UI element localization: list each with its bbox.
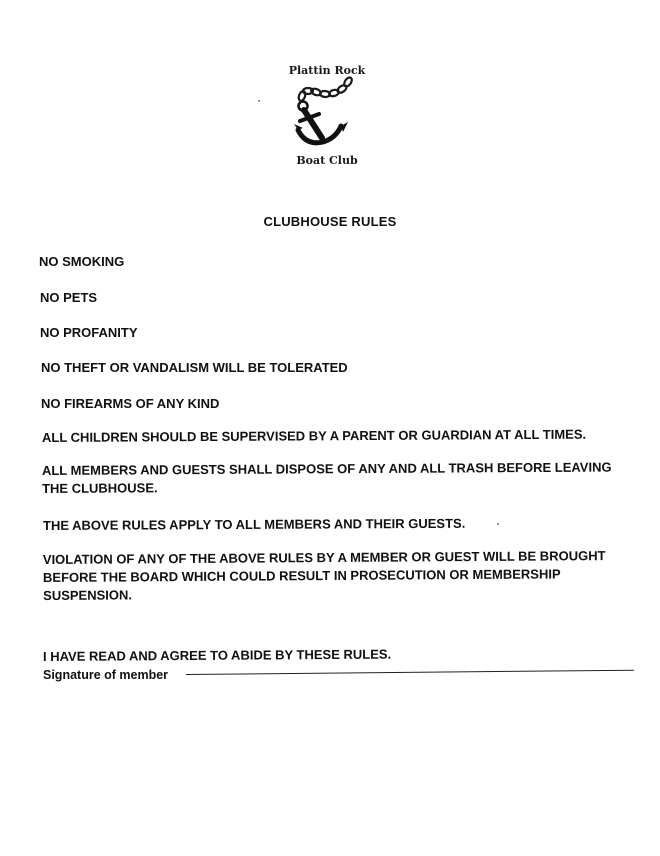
signature-line[interactable] <box>186 670 634 675</box>
club-logo <box>262 58 392 178</box>
rule-no-smoking: NO SMOKING <box>39 254 125 269</box>
anchor-icon <box>286 76 368 156</box>
rule-no-profanity: NO PROFANITY <box>40 325 138 340</box>
logo-name-top: Plattin Rock <box>288 64 366 77</box>
signature-label: Signature of member <box>43 668 169 682</box>
rule-violation: VIOLATION OF ANY OF THE ABOVE RULES BY A MEMBER OR GUEST WILL BE BROUGHT BEFORE THE BOARD WHICH COULD RESULT IN PROSECUTION OR MEMBERSHIP SUSPENSION. <box>42 548 606 603</box>
rule-children-supervised: ALL CHILDREN SHOULD BE SUPERVISED BY A PARENT OR GUARDIAN AT ALL TIMES. <box>41 426 587 445</box>
logo-name-bottom: Boat Club <box>296 154 358 167</box>
rule-no-pets: NO PETS <box>40 290 98 305</box>
scan-speck <box>497 523 499 525</box>
rule-dispose-trash: ALL MEMBERS AND GUESTS SHALL DISPOSE OF ANY AND ALL TRASH BEFORE LEAVING THE CLUBHOUSE. <box>41 459 612 496</box>
agreement-statement: I HAVE READ AND AGREE TO ABIDE BY THESE RULES. <box>42 646 392 664</box>
rule-applies-to-all: THE ABOVE RULES APPLY TO ALL MEMBERS AND THEIR GUESTS. <box>42 515 466 533</box>
scan-speck <box>258 100 260 102</box>
page-title: CLUBHOUSE RULES <box>263 214 397 229</box>
rule-no-theft: NO THEFT OR VANDALISM WILL BE TOLERATED <box>41 360 348 375</box>
rule-no-firearms: NO FIREARMS OF ANY KIND <box>41 396 220 411</box>
